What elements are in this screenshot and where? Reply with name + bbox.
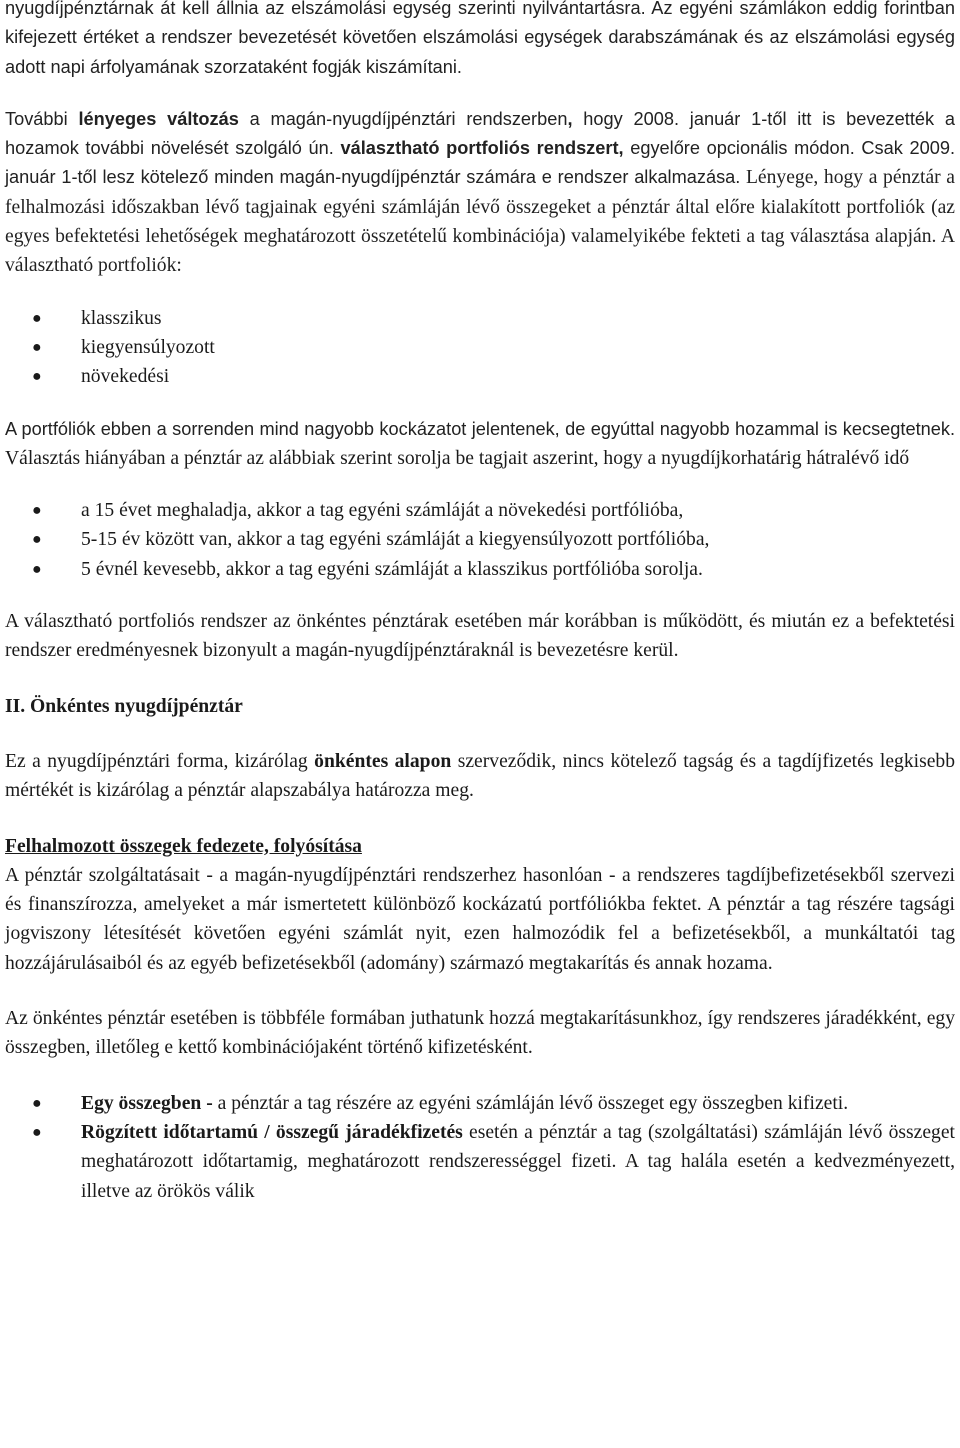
change-paragraph: További lényeges változás a magán-nyugdíjpénztári rendszerben, hogy 2008. január 1-től itt is bevezették a hozamok további növelését szolgáló ún. választható portfoliós rendszert, egyelőre opcionális módon. Csak 2009. január 1-től lesz kötelező minden magán-nyugdíjpénztár számára e rendszer alkalmazása. Lényege, hogy a pénztár a felhalmozási időszakban lévő tagjainak egyéni számláján lévő összegeket a pénztár által előre kialakított portfoliók (az egyes befektetési lehetőségek meghatározott összetételű kombinációja) valamelyikébe fekteti a tag választása alapján. A választható portfoliók:	[5, 108, 955, 277]
serif-continuation: Lényege, hogy a pénztár a felhalmozási időszakban lévő tagjainak egyéni számláján lévő összegeket a pénztár által előre kialakított portfoliók (az egyes befektetési lehetőségek meghatározott összetételű kombinációja) valamelyikébe fekteti a tag választása alapján. A választható portfoliók:	[5, 167, 955, 277]
spacer	[5, 1063, 955, 1089]
list-item: ● Egy összegben - a pénztár a tag részére az egyéni számláján lévő összeget egy összegben kifizeti.	[5, 1089, 955, 1118]
list-item: ● Rögzített időtartamú / összegű járadékfizetés esetén a pénztár a tag (szolgáltatási) számláján lévő összeget meghatározott időtartamig, meghatározott rendszerességgel fizeti. A tag halála esetén a kedvezményezett, illetve az örökös válik	[5, 1118, 955, 1206]
document-page	[5, 0, 955, 1206]
subsection-heading: Felhalmozott összegek fedezete, folyósítása	[5, 835, 362, 857]
bullet-icon: ●	[32, 1094, 42, 1112]
spacer	[5, 666, 955, 692]
portfolio-list	[5, 304, 955, 392]
payout-list	[5, 1089, 955, 1206]
bullet-icon: ●	[32, 368, 42, 386]
spacer	[5, 392, 955, 415]
spacer	[5, 806, 955, 832]
spacer	[5, 281, 955, 304]
spacer	[5, 82, 955, 105]
intro-paragraph: nyugdíjpénztárnak át kell állnia az elszámolási egység szerinti nyilvántartásra. Az egyéni számlákon eddig forintban kifejezett értéket a rendszer bevezetését követően elszámolási egységek darabszámának és az elszámolási egység adott napi árfolyamának szorzataként fogják kiszámítani.	[5, 0, 955, 77]
default-rules-list	[5, 496, 955, 584]
spacer	[5, 584, 955, 607]
list-item: ● kiegyensúlyozott	[5, 333, 955, 362]
spacer	[5, 978, 955, 1004]
section2-paragraph: Ez a nyugdíjpénztári forma, kizárólag önkéntes alapon szerveződik, nincs kötelező tagság és a tagdíjfizetés legkisebb mértékét is kizárólag a pénztár alapszabálya határozza meg.	[5, 750, 955, 802]
bullet-icon: ●	[32, 1123, 42, 1141]
bullet-icon: ●	[32, 338, 42, 356]
risk-paragraph: A portfóliók ebben a sorrenden mind nagyobb kockázatot jelentenek, de egyúttal nagyobb hozammal is kecsegtetnek. Választás hiányában a pénztár az alábbiak szerint sorolja be tagjait aszerint, hogy a nyugdíjkorhatárig hátralévő idő	[5, 418, 955, 469]
spacer	[5, 473, 955, 496]
bullet-icon: ●	[32, 560, 42, 578]
list-item: ● 5-15 év között van, akkor a tag egyéni számláját a kiegyensúlyozott portfólióba,	[5, 525, 955, 554]
list-item: ● klasszikus	[5, 304, 955, 333]
bullet-icon: ●	[32, 502, 42, 520]
section-heading: II. Önkéntes nyugdíjpénztár	[5, 695, 243, 717]
list-item: ● 5 évnél kevesebb, akkor a tag egyéni számláját a klasszikus portfólióba sorolja.	[5, 555, 955, 584]
payout-forms-paragraph: Az önkéntes pénztár esetében is többféle formában juthatunk hozzá megtakarításunkhoz, így rendszeres járadékként, egy összegben, illetőleg e kettő kombinációjaként történő kifizetésként.	[5, 1008, 955, 1059]
bullet-icon: ●	[32, 309, 42, 327]
list-item: ● növekedési	[5, 362, 955, 391]
funding-paragraph: A pénztár szolgáltatásait - a magán-nyugdíjpénztári rendszerhez hasonlóan - a rendszeres tagdíjbefizetésekből szervezi és finanszírozza, amelyeket a már ismertetett különböző kockázatú portfóliókba fektet. A pénztár a tag részére tagsági jogviszony létesítését követően egyéni számlát nyit, ezen halmozódik fel a befizetésekből, a munkáltatói tag hozzájárulásaiból és az egyéb befizetésekből (adomány) származó megtakarítás és annak hozama.	[5, 864, 955, 974]
list-item: ● a 15 évet meghaladja, akkor a tag egyéni számláját a növekedési portfólióba,	[5, 496, 955, 525]
bullet-icon: ●	[32, 531, 42, 549]
spacer	[5, 721, 955, 747]
voluntary-note-paragraph: A választható portfoliós rendszer az önkéntes pénztárak esetében már korábban is működött, és miután ez a befektetési rendszer eredményesnek bizonyult a magán-nyugdíjpénztáraknál is bevezetésre kerül.	[5, 611, 955, 662]
